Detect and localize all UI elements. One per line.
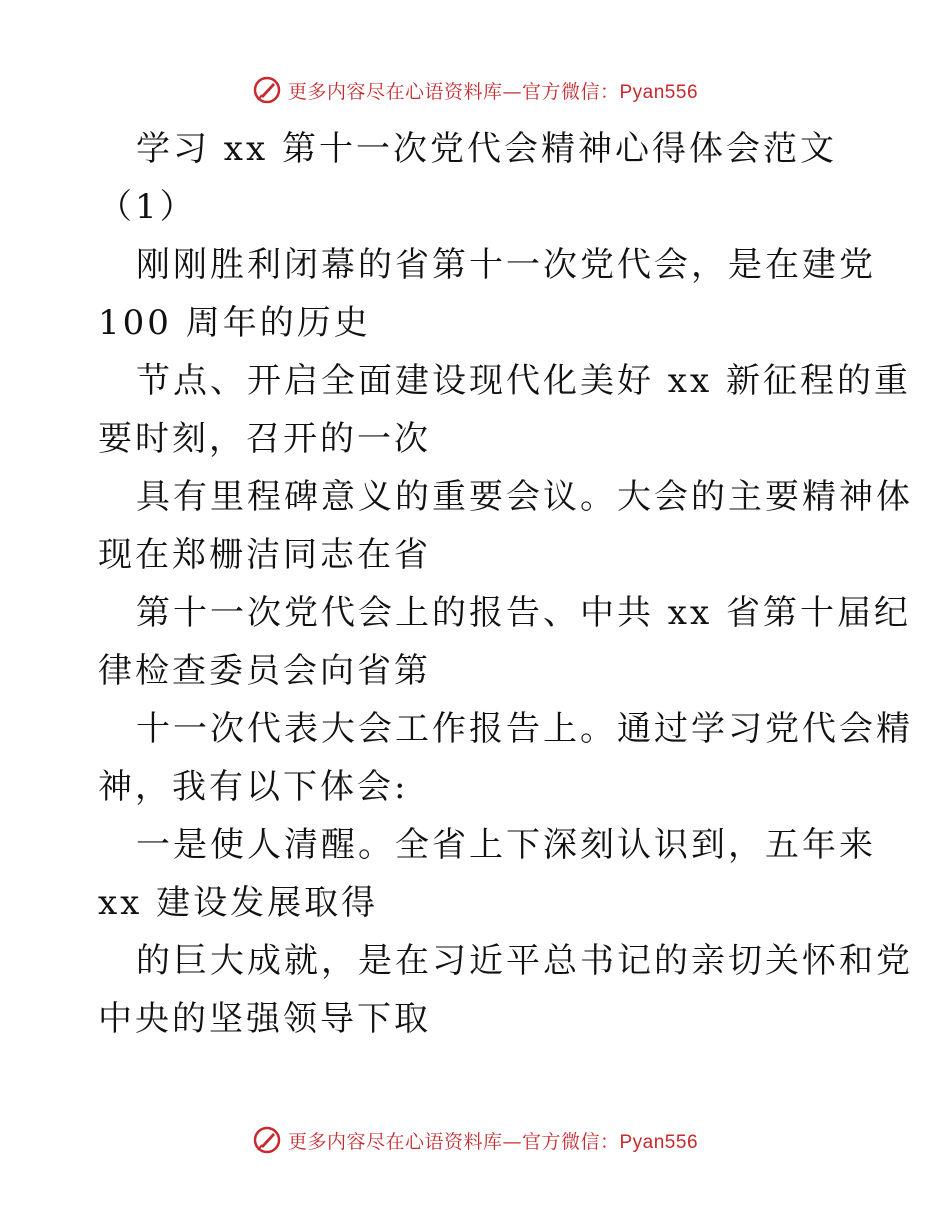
text-line: 十一次代表大会工作报告上。通过学习党代会精 <box>136 709 913 749</box>
text-line: 神，我有以下体会: <box>98 767 409 807</box>
text-line: 现在郑栅洁同志在省 <box>98 535 431 575</box>
text-line: 律检查委员会向省第 <box>98 651 431 691</box>
watermark-text: 更多内容尽在心语资料库—官方微信：Pyan556 <box>287 1130 699 1153</box>
text-line: xx 建设发展取得 <box>98 883 379 923</box>
text-line: 要时刻，召开的一次 <box>98 419 431 459</box>
text-line: 的巨大成就，是在习近平总书记的亲切关怀和党 <box>136 941 913 981</box>
text-line: 学习 xx 第十一次党代会精神心得体会范文 <box>136 129 837 169</box>
document-body <box>98 120 913 1048</box>
quill-logo-icon <box>252 1125 282 1155</box>
text-line: 一是使人清醒。全省上下深刻认识到，五年来 <box>136 825 876 865</box>
text-line: 具有里程碑意义的重要会议。大会的主要精神体 <box>136 477 913 517</box>
text-line: 第十一次党代会上的报告、中共 xx 省第十届纪 <box>136 593 911 633</box>
text-line: （1） <box>98 187 197 227</box>
quill-logo-icon <box>252 75 282 105</box>
text-line: 刚刚胜利闭幕的省第十一次党代会，是在建党 <box>136 245 876 285</box>
footer-watermark <box>0 1120 950 1160</box>
text-line: 节点、开启全面建设现代化美好 xx 新征程的重 <box>136 361 911 401</box>
text-line: 100 周年的历史 <box>98 303 371 343</box>
header-watermark <box>0 70 950 110</box>
text-line: 中央的坚强领导下取 <box>98 999 431 1039</box>
watermark-text: 更多内容尽在心语资料库—官方微信：Pyan556 <box>287 80 699 103</box>
